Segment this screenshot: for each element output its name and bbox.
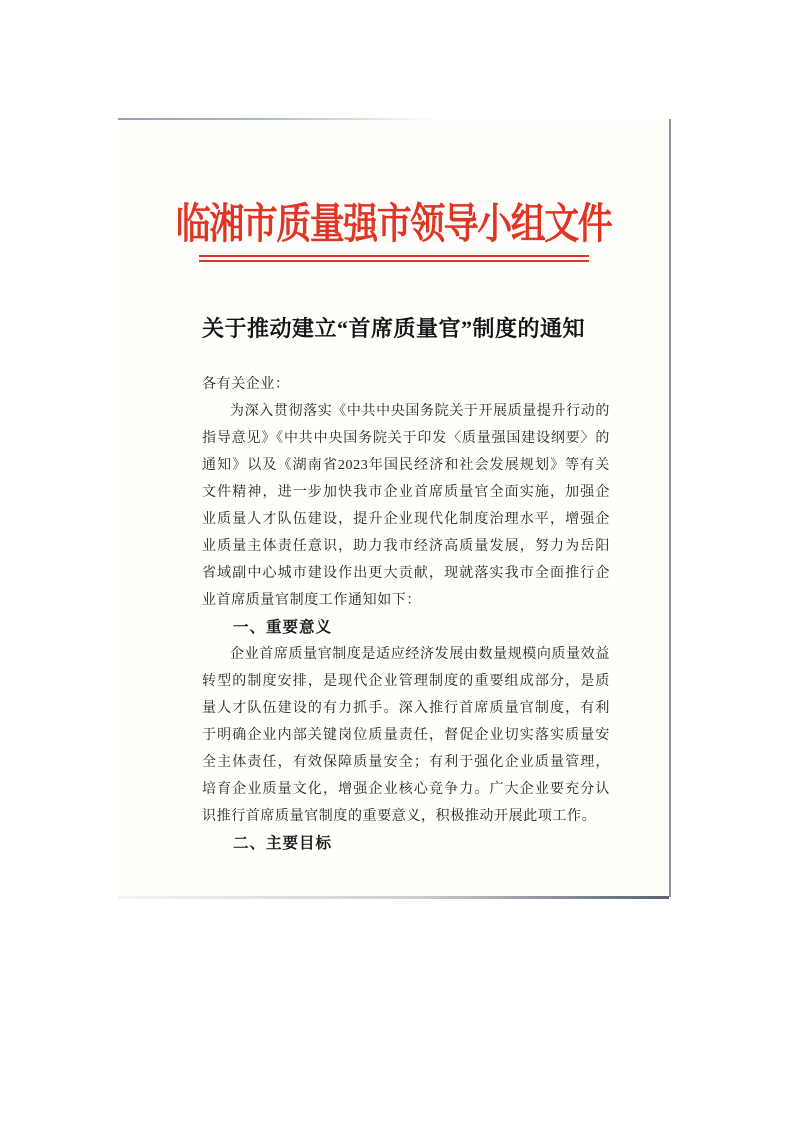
section-2-heading: 二、主要目标 bbox=[233, 835, 333, 853]
document-title: 关于推动建立“首席质量官”制度的通知 bbox=[201, 316, 585, 341]
salutation: 各有关企业： bbox=[202, 377, 290, 393]
document-paper bbox=[118, 119, 671, 897]
intro-paragraph: 为深入贯彻落实《中共中央国务院关于开展质量提升行动的指导意见》《中共中央国务院关于印发〈质量强国建设纲要〉的通知》以及《湖南省2023年国民经济和社会发展规划》等有关文件精神，进一步加快我市企业首席质量官全面实施，加强企业质量人才队伍建设，提升企业现代化制度治理水平，增强企业质量主体责任意识，助力我市经济高质量发展，努力为岳阳省域副中心城市建设作出更大贡献，现就落实我市全面推行企业首席质量官制度工作通知如下： bbox=[202, 404, 610, 609]
document-body bbox=[202, 371, 610, 857]
letterhead-double-rule bbox=[199, 255, 589, 262]
section-1-heading: 一、重要意义 bbox=[233, 619, 333, 637]
letterhead-org-title: 临湘市质量强市领导小组文件 bbox=[175, 200, 612, 248]
section-1-paragraph: 企业首席质量官制度是适应经济发展由数量规模向质量效益转型的制度安排，是现代企业管理制度的重要组成部分，是质量人才队伍建设的有力抓手。深入推行首席质量官制度，有利于明确企业内部关键岗位质量责任，督促企业切实落实质量安全主体责任，有效保障质量安全；有利于强化企业质量管理，培育企业质量文化，增强企业核心竞争力。广大企业要充分认识推行首席质量官制度的重要意义，积极推动开展此项工作。 bbox=[202, 647, 610, 825]
